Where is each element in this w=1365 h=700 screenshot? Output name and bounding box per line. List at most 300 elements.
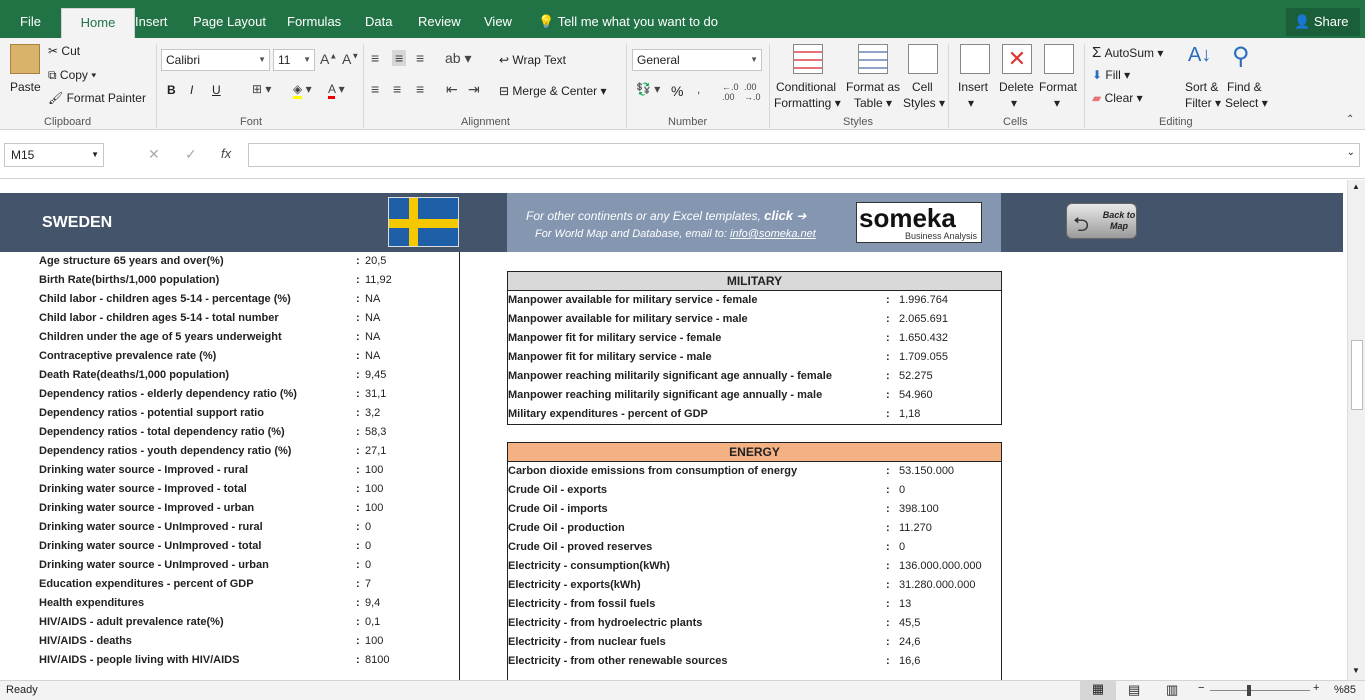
row-label: Electricity - exports(kWh)	[508, 579, 641, 591]
row-colon: :	[886, 503, 890, 515]
row-value: NA	[365, 350, 381, 362]
chevron-down-icon: ▼	[258, 55, 266, 64]
divider	[769, 44, 770, 128]
tell-me-label: Tell me what you want to do	[557, 14, 718, 29]
increase-font-icon[interactable]: A▲	[320, 51, 338, 67]
tab-view[interactable]: View	[484, 14, 512, 29]
row-value: 31.280.000.000	[899, 579, 976, 591]
clipboard-group-label: Clipboard	[44, 116, 92, 128]
number-group-label: Number	[668, 116, 708, 128]
normal-view-icon[interactable]: ▦	[1080, 681, 1116, 700]
row-label: Carbon dioxide emissions from consumption of energy	[508, 465, 798, 477]
chevron-down-icon: ▼	[91, 150, 99, 159]
row-value: 45,5	[899, 617, 921, 629]
find-select-sub[interactable]: Select ▾	[1225, 96, 1268, 110]
divider	[363, 44, 364, 128]
name-box[interactable]	[4, 143, 104, 167]
row-label: Age structure 65 years and over(%)	[39, 255, 224, 267]
table-row	[39, 537, 460, 556]
row-value: 13	[899, 598, 912, 610]
cell-styles-label[interactable]: Cell	[912, 80, 933, 94]
energy-table	[507, 442, 1002, 680]
row-label: Drinking water source - UnImproved - total	[39, 540, 262, 552]
row-label: Electricity - from other renewable sources	[508, 655, 728, 667]
share-label: Share	[1313, 14, 1349, 29]
promo-email-text: For World Map and Database, email to:	[535, 228, 727, 240]
tab-file[interactable]: File	[20, 14, 41, 29]
row-colon: :	[356, 597, 360, 609]
page-layout-view-icon[interactable]: ▤	[1128, 682, 1141, 697]
row-value: 16,6	[899, 655, 921, 667]
row-value: 0	[899, 541, 906, 553]
cell-styles-icon	[908, 44, 938, 74]
row-colon: :	[886, 484, 890, 496]
decrease-font-icon[interactable]: A▼	[342, 51, 360, 67]
insert-function-icon[interactable]: fx	[221, 146, 232, 161]
row-colon: :	[886, 522, 890, 534]
cut-label: Cut	[61, 44, 81, 58]
row-value: 0	[899, 484, 906, 496]
row-label: Children under the age of 5 years underweight	[39, 331, 282, 343]
row-label: Electricity - from fossil fuels	[508, 598, 656, 610]
row-value: 100	[365, 635, 384, 647]
row-value: NA	[365, 293, 381, 305]
lightbulb-icon: 💡	[538, 14, 555, 29]
formula-input[interactable]	[248, 143, 1360, 167]
merge-center-label: Merge & Center	[512, 84, 598, 98]
title-bar	[0, 0, 1365, 38]
military-header: MILITARY	[508, 272, 1001, 291]
energy-header: ENERGY	[508, 443, 1001, 462]
collapse-ribbon-icon[interactable]: ⌃	[1346, 114, 1355, 125]
row-label: Crude Oil - production	[508, 522, 625, 534]
table-row	[508, 557, 1001, 576]
merge-center-button[interactable]: ⊟ Merge & Center ▾	[499, 84, 607, 98]
number-format-select[interactable]	[632, 49, 762, 71]
row-label: Health expenditures	[39, 597, 145, 609]
divider	[156, 44, 157, 128]
tab-review[interactable]: Review	[418, 14, 461, 29]
format-painter-button[interactable]	[48, 91, 146, 105]
back-to-map-button[interactable]	[1066, 203, 1137, 239]
row-label: Education expenditures - percent of GDP	[39, 578, 254, 590]
paste-icon[interactable]	[10, 44, 40, 74]
magnifier-icon: ⚲	[1232, 43, 1250, 70]
zoom-out-icon[interactable]: −	[1198, 682, 1205, 694]
row-value: 31,1	[365, 388, 387, 400]
align-right-icon[interactable]: ≡	[416, 81, 425, 97]
row-label: Dependency ratios - total dependency ratio (%)	[39, 426, 285, 438]
row-value: 9,45	[365, 369, 387, 381]
row-colon: :	[356, 578, 360, 590]
row-value: 398.100	[899, 503, 939, 515]
row-value: 1.996.764	[899, 294, 948, 306]
divider	[1084, 44, 1085, 128]
table-row	[508, 595, 1001, 614]
promo-line-1[interactable]	[526, 208, 806, 223]
row-value: 11.270	[899, 522, 932, 534]
table-row	[508, 500, 1001, 519]
font-name-select[interactable]	[161, 49, 270, 71]
comma-icon[interactable]: ,	[697, 82, 701, 96]
cancel-icon[interactable]: ✕	[148, 146, 160, 162]
zoom-slider[interactable]	[1210, 690, 1310, 691]
delete-cells-button[interactable]: Delete	[999, 80, 1034, 94]
divider	[948, 44, 949, 128]
font-group-label: Font	[240, 116, 263, 128]
promo-click[interactable]: click	[764, 208, 794, 223]
name-box-value: M15	[11, 148, 35, 162]
font-size-value: 11	[278, 53, 291, 67]
row-colon: :	[886, 560, 890, 572]
row-label: Death Rate(deaths/1,000 population)	[39, 369, 230, 381]
table-row	[39, 290, 460, 309]
cell-styles-sub[interactable]: Styles ▾	[903, 96, 946, 110]
row-label: Manpower available for military service - female	[508, 294, 758, 306]
copy-icon: ⧉	[48, 68, 57, 82]
row-colon: :	[886, 370, 890, 382]
row-colon: :	[886, 332, 890, 344]
status-bar	[0, 680, 1365, 700]
row-value: NA	[365, 331, 381, 343]
cut-button[interactable]	[48, 44, 80, 58]
page-break-view-icon[interactable]: ▥	[1166, 682, 1179, 697]
tab-data[interactable]: Data	[365, 14, 393, 29]
tell-me-search[interactable]	[538, 8, 718, 38]
row-colon: :	[356, 350, 360, 362]
row-colon: :	[886, 465, 890, 477]
row-value: 0	[365, 540, 372, 552]
logo-tagline: Business Analysis	[904, 231, 977, 241]
row-label: Electricity - consumption(kWh)	[508, 560, 670, 572]
fill-down-icon: ⬇	[1092, 68, 1103, 82]
tab-page-layout[interactable]: Page Layout	[193, 14, 267, 29]
wrap-text-icon: ↩	[499, 53, 510, 67]
bold-button[interactable]: B	[167, 83, 176, 97]
row-colon: :	[886, 598, 890, 610]
format-cells-icon	[1044, 44, 1074, 74]
people-panel	[39, 252, 460, 680]
table-row	[508, 291, 1001, 310]
promo-text: For other continents or any Excel templates,	[526, 209, 761, 223]
conditional-formatting-label[interactable]: Conditional	[776, 80, 837, 94]
orientation-icon[interactable]: ab ▾	[445, 50, 472, 66]
table-row	[508, 348, 1001, 367]
row-value: 100	[365, 483, 384, 495]
cells-group-label: Cells	[1003, 116, 1028, 128]
filter-label: Filter	[1185, 96, 1212, 110]
increase-decimal-icon[interactable]: ←.0 .00	[722, 82, 739, 102]
scroll-down-icon[interactable]: ▼	[1352, 666, 1360, 675]
promo-email-link[interactable]: info@someka.net	[730, 228, 816, 240]
table-row	[39, 347, 460, 366]
tab-formulas[interactable]: Formulas	[287, 14, 342, 29]
row-colon: :	[886, 389, 890, 401]
merge-icon: ⊟	[499, 84, 510, 98]
row-label: Crude Oil - exports	[508, 484, 608, 496]
sigma-icon: Σ	[1092, 44, 1102, 61]
table-row	[39, 575, 460, 594]
row-colon: :	[356, 293, 360, 305]
table-row	[39, 442, 460, 461]
table-row	[39, 556, 460, 575]
number-format-value: General	[637, 53, 680, 67]
table-row	[39, 518, 460, 537]
table-row	[39, 252, 460, 271]
table-row	[508, 614, 1001, 633]
wrap-text-button[interactable]	[499, 53, 566, 67]
format-as-table-sub[interactable]: Table ▾	[854, 96, 893, 110]
fill-button[interactable]: ⬇ Fill ▾	[1092, 68, 1131, 82]
status-ready: Ready	[6, 684, 38, 696]
share-button[interactable]	[1286, 8, 1360, 36]
align-middle-icon[interactable]: ≡	[392, 50, 406, 66]
row-colon: :	[886, 408, 890, 420]
borders-icon[interactable]: ⊞ ▾	[252, 82, 272, 96]
row-colon: :	[356, 483, 360, 495]
row-colon: :	[356, 559, 360, 571]
enter-icon[interactable]: ✓	[185, 146, 197, 162]
formula-bar	[0, 131, 1365, 179]
clear-label: Clear	[1104, 91, 1134, 105]
sort-filter-sub[interactable]: Filter ▾	[1185, 96, 1222, 110]
promo-banner[interactable]	[507, 193, 1001, 252]
row-value: 58,3	[365, 426, 387, 438]
row-value: 52.275	[899, 370, 933, 382]
row-value: 9,4	[365, 597, 381, 609]
row-value: 100	[365, 502, 384, 514]
format-dropdown[interactable]: ▾	[1054, 96, 1061, 110]
table-row	[508, 576, 1001, 595]
row-label: HIV/AIDS - adult prevalence rate(%)	[39, 616, 224, 628]
row-value: 0	[365, 521, 372, 533]
table-row	[508, 538, 1001, 557]
table-row	[39, 385, 460, 404]
row-value: 20,5	[365, 255, 387, 267]
row-colon: :	[356, 521, 360, 533]
align-left-icon[interactable]: ≡	[371, 81, 380, 97]
insert-dropdown[interactable]: ▾	[968, 96, 975, 110]
row-value: 7	[365, 578, 372, 590]
tab-insert[interactable]: Insert	[135, 14, 168, 29]
row-value: 11,92	[365, 274, 392, 286]
table-row	[508, 405, 1001, 424]
autosum-button[interactable]: Σ AutoSum ▾	[1092, 44, 1164, 61]
table-row	[508, 519, 1001, 538]
table-row	[508, 652, 1001, 671]
row-colon: :	[356, 616, 360, 628]
row-label: Electricity - from hydroelectric plants	[508, 617, 703, 629]
row-value: 27,1	[365, 445, 387, 457]
row-value: 1,18	[899, 408, 921, 420]
row-label: Child labor - children ages 5-14 - total number	[39, 312, 279, 324]
wrap-text-label: Wrap Text	[512, 53, 566, 67]
row-label: Drinking water source - Improved - urban	[39, 502, 255, 514]
copy-button[interactable]: ⧉ Copy ▾	[48, 68, 97, 82]
font-name-value: Calibri	[166, 53, 201, 67]
decrease-decimal-icon[interactable]: .00 →.0	[744, 82, 761, 102]
row-colon: :	[356, 445, 360, 457]
paste-button[interactable]: Paste	[10, 80, 41, 94]
find-select-label[interactable]: Find &	[1227, 80, 1262, 94]
scissors-icon: ✂	[48, 44, 59, 58]
fill-label: Fill	[1105, 68, 1121, 82]
table-row	[508, 462, 1001, 481]
person-icon: 👤	[1294, 14, 1311, 29]
row-label: HIV/AIDS - deaths	[39, 635, 132, 647]
row-colon: :	[886, 617, 890, 629]
table-row	[508, 386, 1001, 405]
currency-icon[interactable]: 💱 ▾	[636, 82, 661, 96]
alignment-group-label: Alignment	[461, 116, 510, 128]
sweden-flag	[388, 197, 459, 247]
percent-button[interactable]: %	[671, 83, 684, 99]
table-row	[39, 328, 460, 347]
font-size-select[interactable]	[273, 49, 315, 71]
conditional-formatting-sub[interactable]: Formatting ▾	[774, 96, 841, 110]
copy-label: Copy	[59, 68, 88, 82]
underline-button[interactable]: U	[212, 83, 221, 97]
table-row	[39, 423, 460, 442]
row-colon: :	[356, 388, 360, 400]
row-colon: :	[886, 294, 890, 306]
delete-dropdown[interactable]: ▾	[1011, 96, 1018, 110]
table-row	[508, 310, 1001, 329]
row-colon: :	[356, 502, 360, 514]
select-label: Select	[1225, 96, 1259, 110]
format-cells-button[interactable]: Format	[1039, 80, 1078, 94]
table-row	[39, 404, 460, 423]
table-row	[39, 613, 460, 632]
conditional-formatting-icon	[793, 44, 823, 74]
row-label: Drinking water source - UnImproved - rural	[39, 521, 263, 533]
row-value: 0	[365, 559, 372, 571]
someka-logo[interactable]	[856, 202, 982, 243]
zoom-level[interactable]: %85	[1334, 684, 1357, 696]
clear-button[interactable]: ▰ Clear ▾	[1092, 91, 1143, 105]
decrease-indent-icon[interactable]: ⇤	[446, 81, 458, 97]
table-row	[39, 461, 460, 480]
row-label: Crude Oil - proved reserves	[508, 541, 653, 553]
ribbon	[0, 38, 1365, 130]
table-row	[39, 499, 460, 518]
row-value: 8100	[365, 654, 390, 666]
row-label: Manpower fit for military service - female	[508, 332, 722, 344]
insert-cells-button[interactable]: Insert	[958, 80, 989, 94]
row-label: Dependency ratios - elderly dependency ratio (%)	[39, 388, 297, 400]
row-label: Crude Oil - imports	[508, 503, 608, 515]
row-colon: :	[356, 540, 360, 552]
divider	[626, 44, 627, 128]
brush-icon: 🖌	[48, 91, 64, 105]
row-value: 1.709.055	[899, 351, 948, 363]
back-arrow-icon: ⮌	[1073, 214, 1090, 236]
row-value: 24,6	[899, 636, 921, 648]
table-row	[508, 481, 1001, 500]
chevron-down-icon: ⌄	[1346, 147, 1355, 158]
editing-group-label: Editing	[1159, 116, 1193, 128]
row-value: 2.065.691	[899, 313, 948, 325]
table-label: Table	[854, 96, 883, 110]
row-colon: :	[356, 635, 360, 647]
increase-indent-icon[interactable]: ⇥	[468, 81, 480, 97]
worksheet[interactable]	[0, 180, 1343, 680]
align-top-icon[interactable]: ≡	[371, 50, 380, 66]
zoom-in-icon[interactable]: +	[1313, 682, 1320, 694]
vertical-scrollbar[interactable]	[1347, 180, 1365, 680]
row-label: Dependency ratios - youth dependency ratio (%)	[39, 445, 292, 457]
row-label: Drinking water source - UnImproved - urban	[39, 559, 269, 571]
row-colon: :	[886, 313, 890, 325]
row-label: Manpower reaching militarily significant age annually - female	[508, 370, 832, 382]
tab-home[interactable]: Home	[61, 8, 135, 38]
table-row	[508, 367, 1001, 386]
table-row	[39, 480, 460, 499]
row-label: Manpower fit for military service - male	[508, 351, 712, 363]
insert-cells-icon	[960, 44, 990, 74]
eraser-icon: ▰	[1092, 91, 1102, 105]
logo-brand: someka	[859, 203, 956, 233]
zoom-slider-thumb[interactable]	[1247, 685, 1251, 696]
fill-color-icon[interactable]: ◈ ▾	[293, 82, 312, 96]
row-value: 53.150.000	[899, 465, 955, 477]
chevron-down-icon: ▼	[303, 55, 311, 64]
row-value: 3,2	[365, 407, 381, 419]
row-value: 0,1	[365, 616, 381, 628]
font-color-icon[interactable]: A ▾	[328, 82, 345, 96]
arrow-right-icon: ➔	[796, 209, 807, 223]
autosum-label: AutoSum	[1104, 46, 1154, 60]
row-colon: :	[886, 351, 890, 363]
row-colon: :	[356, 654, 360, 666]
delete-cells-icon: ✕	[1002, 44, 1032, 74]
row-label: Child labor - children ages 5-14 - percentage (%)	[39, 293, 291, 305]
align-bottom-icon[interactable]: ≡	[416, 50, 425, 66]
row-label: Drinking water source - Improved - rural	[39, 464, 249, 476]
row-colon: :	[356, 407, 360, 419]
row-colon: :	[886, 655, 890, 667]
row-value: 1.650.432	[899, 332, 948, 344]
sort-filter-label[interactable]: Sort &	[1185, 80, 1219, 94]
scroll-up-icon[interactable]: ▲	[1352, 182, 1360, 191]
row-label: Electricity - from nuclear fuels	[508, 636, 666, 648]
row-label: HIV/AIDS - people living with HIV/AIDS	[39, 654, 240, 666]
italic-button[interactable]: I	[190, 83, 194, 97]
styles-label: Styles	[903, 96, 936, 110]
row-value: 54.960	[899, 389, 933, 401]
row-label: Dependency ratios - potential support ratio	[39, 407, 264, 419]
format-as-table-label[interactable]: Format as	[846, 80, 901, 94]
chevron-down-icon: ▼	[750, 55, 758, 64]
country-title: SWEDEN	[42, 214, 113, 231]
table-row	[508, 633, 1001, 652]
row-colon: :	[356, 426, 360, 438]
align-center-icon[interactable]: ≡	[393, 81, 402, 97]
table-row	[39, 651, 460, 670]
row-value: 136.000.000.000	[899, 560, 982, 572]
sort-filter-icon: A↓	[1188, 44, 1212, 66]
scroll-thumb[interactable]	[1351, 340, 1363, 410]
row-label: Manpower reaching militarily significant age annually - male	[508, 389, 823, 401]
table-row	[39, 271, 460, 290]
row-label: Military expenditures - percent of GDP	[508, 408, 708, 420]
format-as-table-icon	[858, 44, 888, 74]
row-value: NA	[365, 312, 381, 324]
row-value: 100	[365, 464, 384, 476]
row-label: Contraceptive prevalence rate (%)	[39, 350, 217, 362]
row-colon: :	[356, 464, 360, 476]
promo-line-2	[535, 228, 816, 240]
